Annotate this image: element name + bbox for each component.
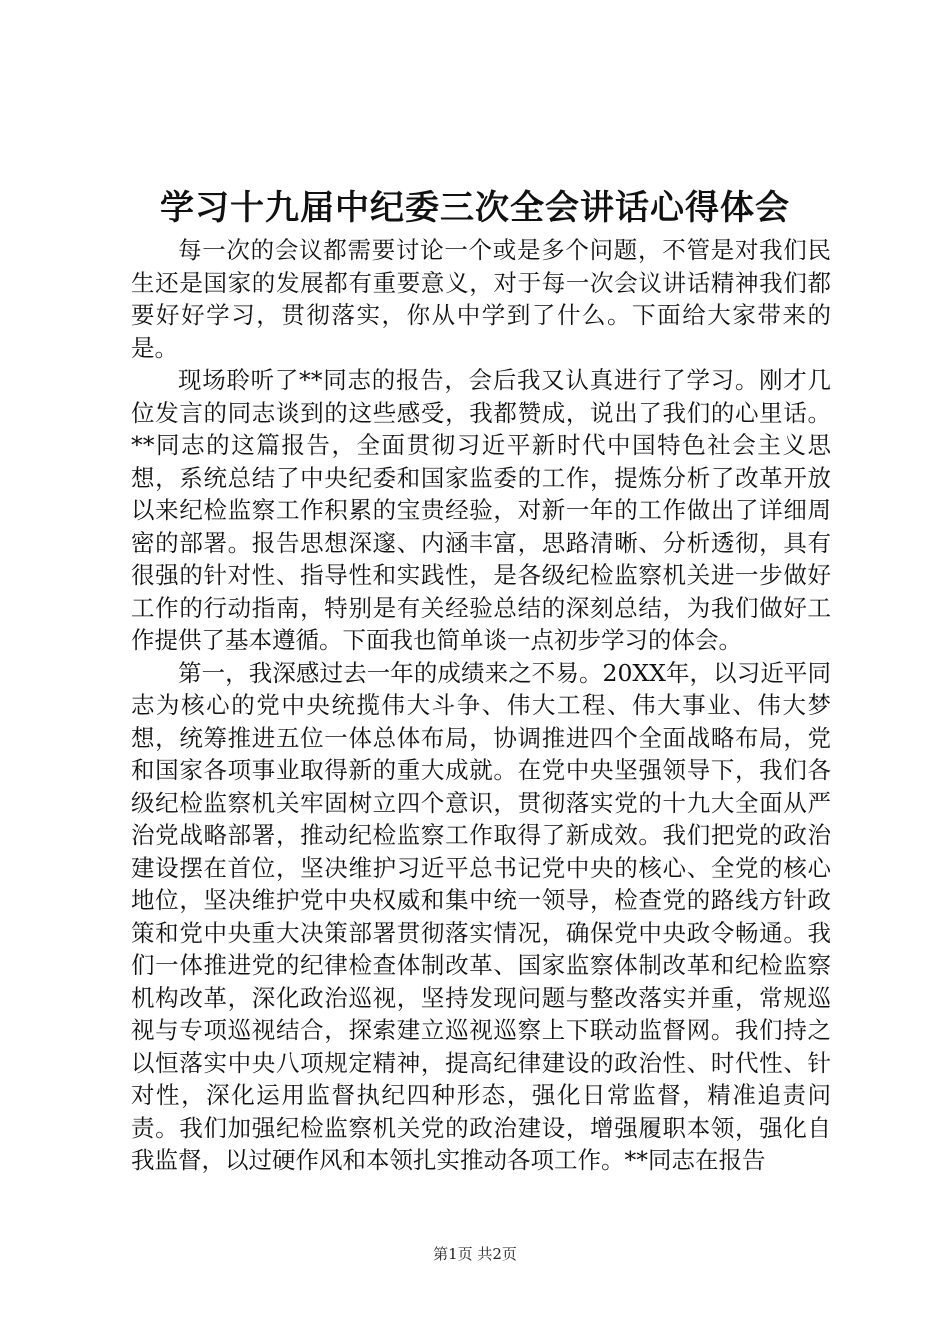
document-body xyxy=(131,234,831,1177)
paragraph-first-point: 第一，我深感过去一年的成绩来之不易。20XX年，以习近平同志为核心的党中央统揽伟大斗争、伟大工程、伟大事业、伟大梦想，统筹推进五位一体总体布局，协调推进四个全面战略布局，党和国家各项事业取得新的重大成就。在党中央坚强领导下，我们各级纪检监察机关牢固树立四个意识，贯彻落实党的十九大全面从严治党战略部署，推动纪检监察工作取得了新成效。我们把党的政治建设摆在首位，坚决维护习近平总书记党中央的核心、全党的核心地位，坚决维护党中央权威和集中统一领导，检查党的路线方针政策和党中央重大决策部署贯彻落实情况，确保党中央政令畅通。我们一体推进党的纪律检查体制改革、国家监察体制改革和纪检监察机构改革，深化政治巡视，坚持发现问题与整改落实并重，常规巡视与专项巡视结合，探索建立巡视巡察上下联动监督网。我们持之以恒落实中央八项规定精神，提高纪律建设的政治性、时代性、针对性，深化运用监督执纪四种形态，强化日常监督，精准追责问责。我们加强纪检监察机关党的政治建设，增强履职本领，强化自我监督，以过硬作风和本领扎实推动各项工作。**同志在报告 xyxy=(131,658,831,1174)
paragraph-intro: 每一次的会议都需要讨论一个或是多个问题，不管是对我们民生还是国家的发展都有重要意义，对于每一次会议讲话精神我们都要好好学习，贯彻落实，你从中学到了什么。下面给大家带来的是。 xyxy=(131,236,831,362)
document-title: 学习十九届中纪委三次全会讲话心得体会 xyxy=(160,188,790,228)
page-number-footer: 第1页 共2页 xyxy=(433,1245,517,1263)
paragraph-report: 现场聆听了**同志的报告，会后我又认真进行了学习。刚才几位发言的同志谈到的这些感受，我都赞成，说出了我们的心里话。**同志的这篇报告，全面贯彻习近平新时代中国特色社会主义思想，系统总结了中央纪委和国家监委的工作，提炼分析了改革开放以来纪检监察工作积累的宝贵经验，对新一年的工作做出了详细周密的部署。报告思想深邃、内涵丰富，思路清晰、分析透彻，具有很强的针对性、指导性和实践性，是各级纪检监察机关进一步做好工作的行动指南，特别是有关经验总结的深刻总结，为我们做好工作提供了基本遵循。下面我也简单谈一点初步学习的体会。 xyxy=(131,366,831,654)
